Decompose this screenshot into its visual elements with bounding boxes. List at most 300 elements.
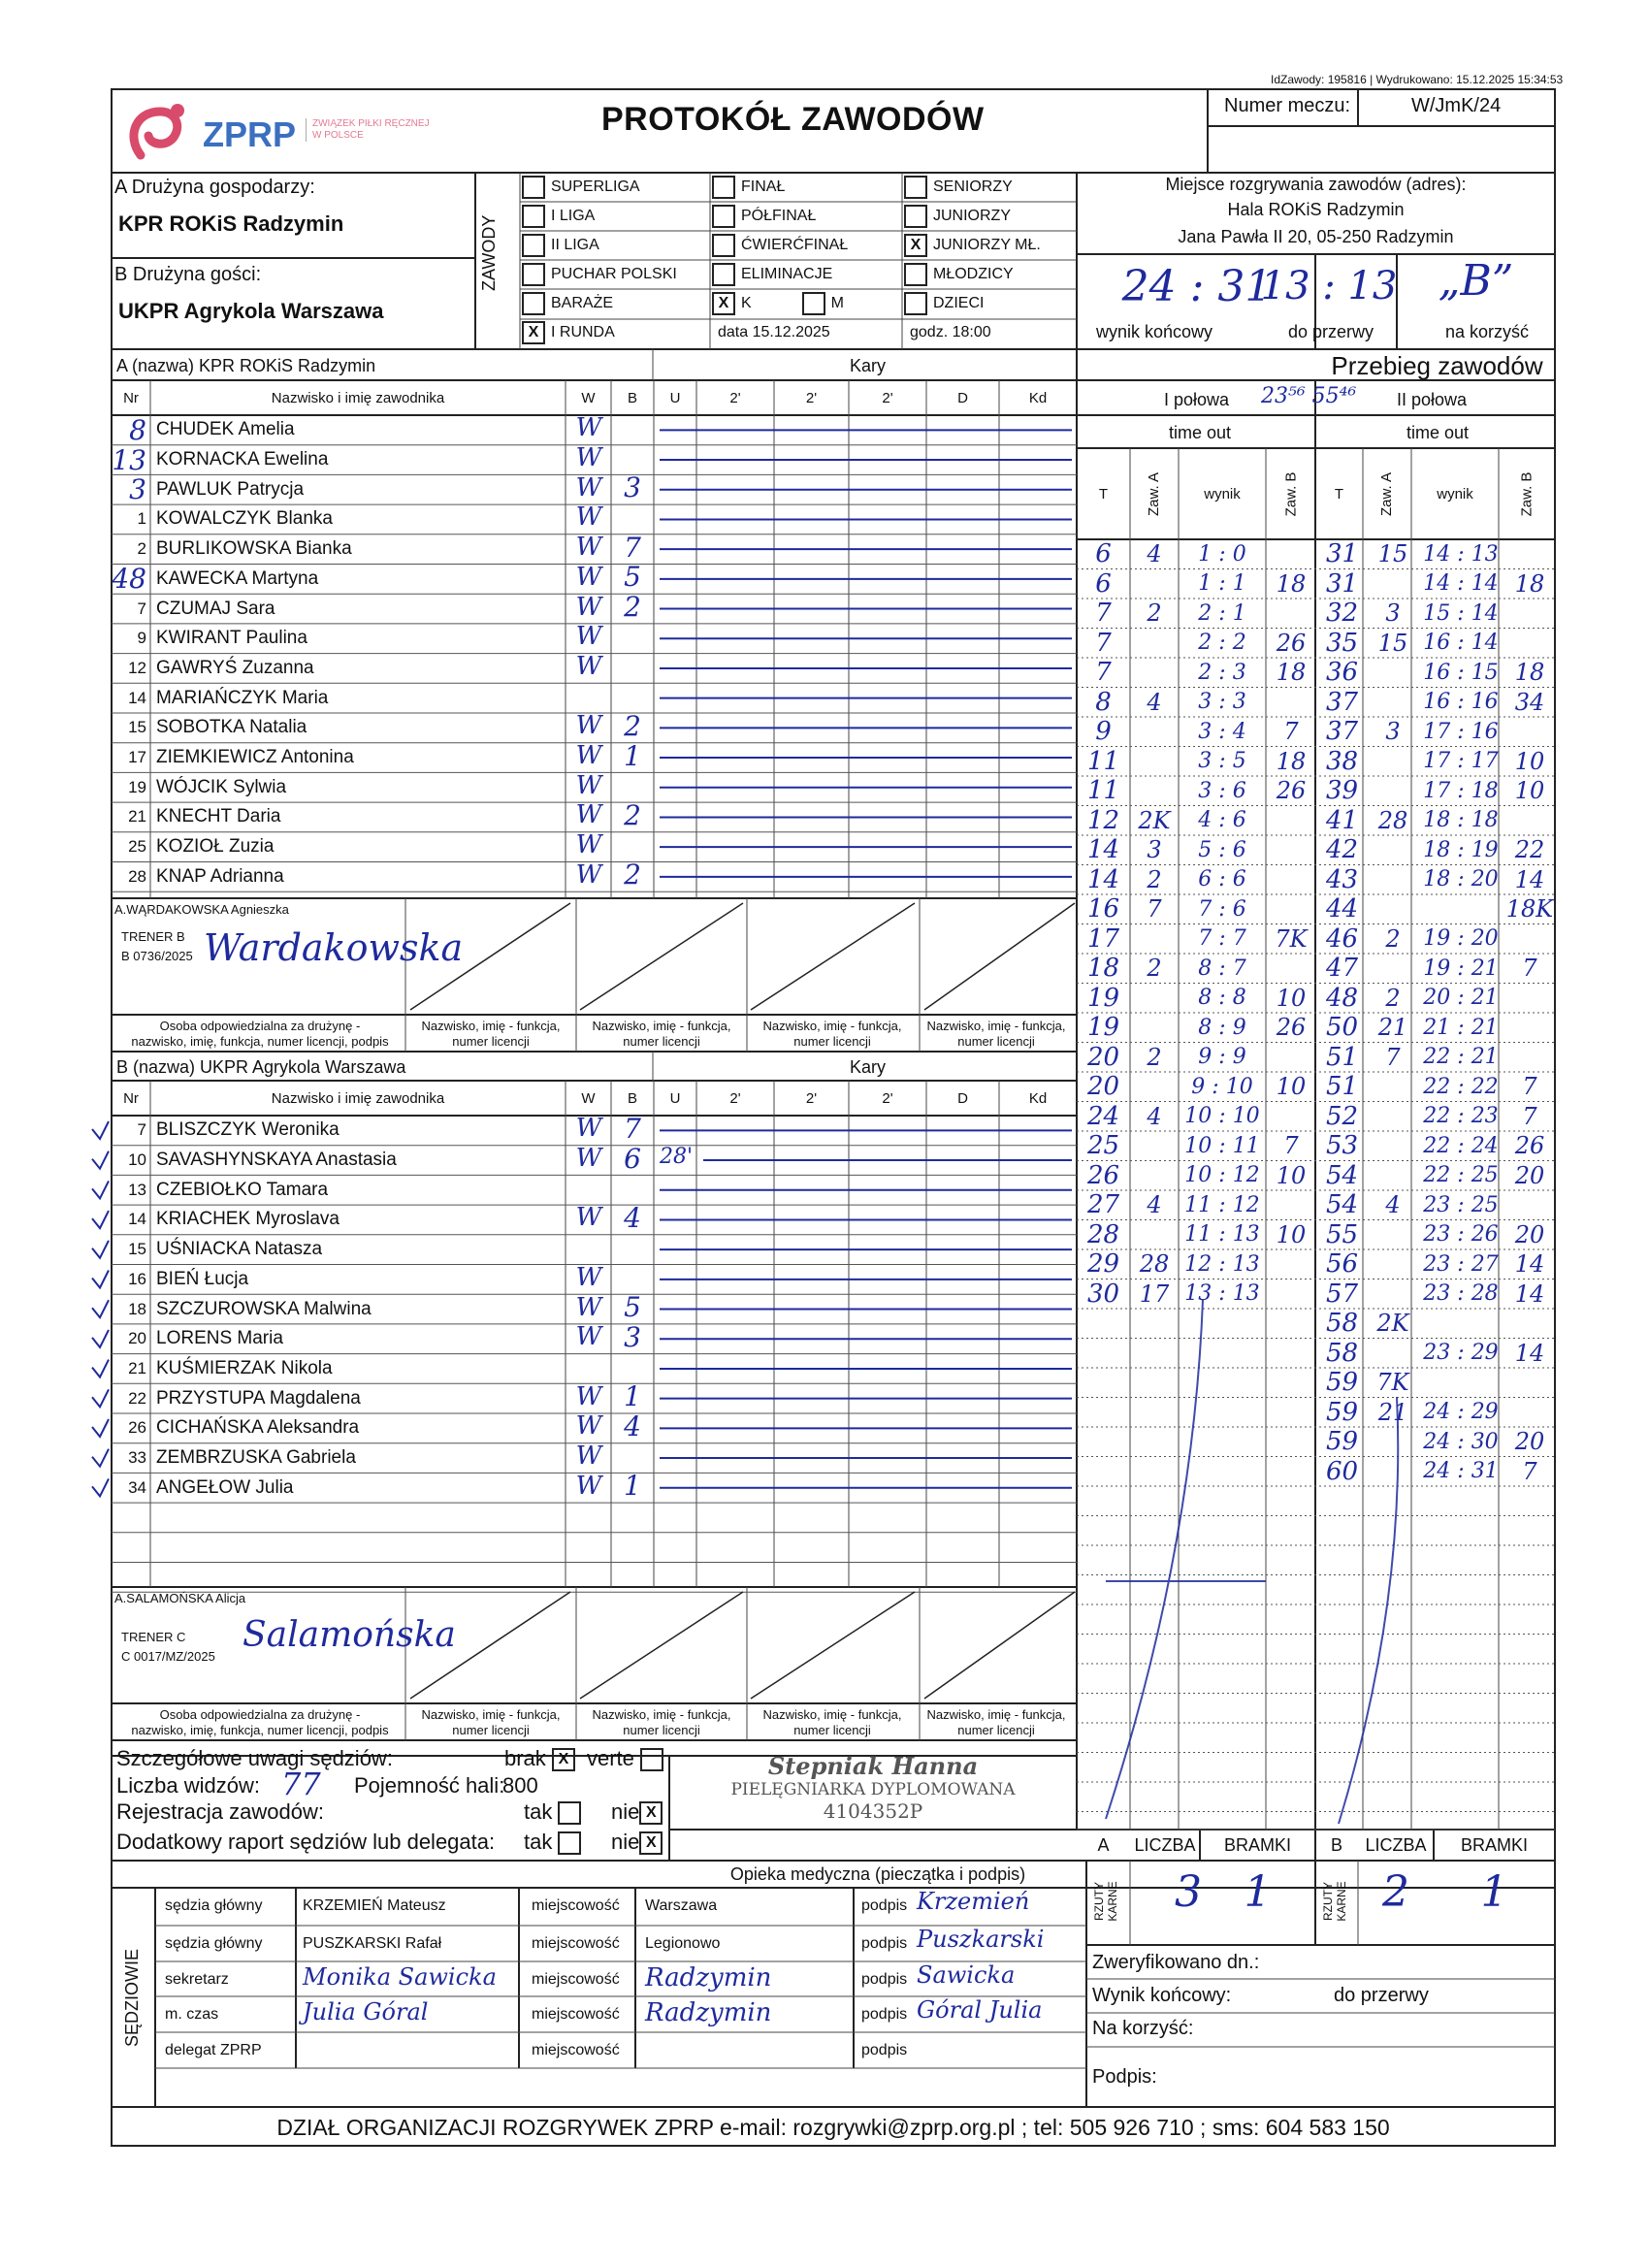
goal-time: 47 (1325, 954, 1359, 984)
first-half-label: I połowa (1164, 390, 1230, 409)
goal-score: 4 : 6 (1198, 808, 1246, 833)
player-row[interactable] (112, 1142, 1077, 1176)
goal-scorer-a (1369, 658, 1417, 688)
column-header: 2' (882, 389, 893, 406)
second-timeout-label: time out (1406, 423, 1470, 442)
goal-scorer-a: 2K (1138, 806, 1171, 834)
player-goals (612, 681, 653, 711)
player-row[interactable] (112, 772, 1077, 802)
progress-column-header (1266, 448, 1315, 539)
official-function-label: Nazwisko, imię - funkcja, (926, 1707, 1066, 1722)
comp2-checkbox[interactable] (712, 205, 735, 228)
player-warning (655, 1112, 697, 1142)
goal-entry (1077, 924, 1315, 955)
player-w: W (575, 1411, 602, 1442)
goal-score: 21 : 21 (1423, 1015, 1499, 1040)
player-row[interactable] (112, 1354, 1077, 1384)
player-goals (612, 1263, 653, 1293)
player-row[interactable] (112, 1112, 1077, 1146)
column-header: D (957, 389, 968, 406)
check-mark (92, 1419, 109, 1437)
progress-column-header (1130, 448, 1179, 539)
player-number: 9 (137, 629, 146, 648)
goal-scorer-b (1266, 1249, 1316, 1280)
official-role: sędzia główny (165, 1897, 263, 1914)
goal-scorer-a (1369, 1339, 1417, 1369)
column-header: W (581, 389, 596, 406)
check-mark (92, 1300, 109, 1317)
goal-scorer-a: 15 (1377, 629, 1408, 657)
goal-scorer-b: 18 (1276, 569, 1307, 598)
comp3-checkbox[interactable] (904, 292, 927, 315)
goal-score: 3 : 3 (1198, 690, 1246, 715)
player-goals (612, 770, 653, 800)
team-b-coach-license: C 0017/MZ/2025 (121, 1649, 215, 1664)
goal-time: 28 (1086, 1219, 1120, 1249)
goal-score: 23 : 25 (1423, 1192, 1499, 1217)
comp2-checkbox[interactable] (712, 263, 735, 286)
goal-time: 6 (1095, 539, 1112, 569)
team-a-kary-label: Kary (850, 356, 887, 375)
goal-scorer-a (1369, 1457, 1417, 1487)
report-tak-checkbox[interactable] (558, 1831, 581, 1855)
official-function-label: Nazwisko, imię - funkcja, (421, 1707, 561, 1722)
player-w: W (575, 1203, 602, 1233)
goal-entry (1315, 1249, 1555, 1280)
player-goals (612, 502, 653, 533)
goal-scorer-a: 4 (1147, 1191, 1162, 1219)
gender-m-checkbox[interactable] (802, 292, 825, 315)
goal-score: 22 : 22 (1423, 1074, 1499, 1099)
goal-time: 54 (1325, 1160, 1359, 1190)
player-warning (655, 1290, 697, 1320)
goal-entry (1077, 1072, 1315, 1102)
player-row[interactable] (112, 504, 1077, 535)
official-function-label2: numer licencji (452, 1723, 530, 1737)
player-w: W (575, 592, 602, 622)
player-row[interactable] (112, 683, 1077, 713)
official-row (155, 1926, 1086, 1960)
print-info: IdZawody: 195816 | Wydrukowano: 15.12.2025 15:34:53 (1271, 73, 1564, 86)
player-row[interactable] (112, 1320, 1077, 1354)
goal-scorer-b (1504, 924, 1555, 955)
official-function-label2: numer licencji (957, 1034, 1035, 1049)
goal-entry (1077, 1043, 1315, 1073)
comp3-checkbox[interactable]: X (904, 234, 927, 257)
goal-time: 52 (1325, 1101, 1359, 1131)
comp3-checkbox[interactable] (904, 263, 927, 286)
goal-scorer-b: 18K (1505, 895, 1554, 923)
goal-scorer-a: 28 (1139, 1250, 1170, 1279)
goal-score: 23 : 28 (1423, 1281, 1499, 1307)
stamp-title: PIELĘGNIARKA DYPLOMOWANA (730, 1780, 1016, 1799)
official-sign-label: podpis (861, 2042, 908, 2058)
player-w: W (575, 622, 602, 652)
comp1-checkbox[interactable] (522, 263, 545, 286)
goal-score: 13 : 13 (1184, 1281, 1260, 1307)
player-number: 28 (128, 866, 146, 886)
goal-entry (1315, 1161, 1555, 1191)
competition-col2 (712, 173, 902, 347)
away-team-name: UKPR Agrykola Warszawa (118, 299, 384, 323)
goal-entry (1077, 1280, 1315, 1310)
player-w: W (575, 502, 602, 533)
official-signature: Krzemień (917, 1888, 1030, 1915)
player-name: KWIRANT Paulina (156, 628, 307, 649)
venue-address: Jana Pawła II 20, 05-250 Radzymin (1178, 227, 1454, 246)
player-row[interactable] (112, 1262, 1077, 1295)
team-a-column-headers (112, 380, 1077, 415)
goal-scorer-a (1369, 865, 1417, 895)
goal-time: 59 (1325, 1368, 1359, 1398)
brak-checkbox[interactable]: X (552, 1748, 575, 1771)
registration-tak-checkbox[interactable] (558, 1801, 581, 1825)
team-b-coach-role: TRENER C (121, 1630, 186, 1644)
goal-scorer-a (1369, 1102, 1417, 1132)
player-w (567, 681, 610, 711)
registration-nie-checkbox[interactable]: X (639, 1801, 663, 1825)
team-a-officials-strikes (405, 898, 1077, 1015)
goal-entry (1077, 865, 1315, 895)
player-goals (612, 443, 653, 473)
player-row[interactable] (112, 709, 1077, 743)
goal-entry (1077, 984, 1315, 1014)
player-row[interactable] (112, 1291, 1077, 1324)
remarks-verte (587, 1746, 663, 1771)
player-goals: 2 (624, 591, 641, 624)
player-name: CHUDEK Amelia (156, 419, 295, 440)
player-warning (655, 1261, 697, 1291)
goal-scorer-b (1504, 984, 1555, 1014)
player-number: 13 (112, 443, 146, 476)
goal-scorer-a (1369, 835, 1417, 865)
goal-score: 8 : 7 (1198, 956, 1246, 981)
check-mark (92, 1151, 109, 1169)
goal-entry (1315, 1102, 1555, 1132)
goal-scorer-a (1130, 776, 1179, 806)
goal-scorer-b: 26 (1514, 1132, 1545, 1160)
comp1-label: I RUNDA (551, 324, 615, 340)
competition-col3 (904, 173, 1077, 347)
comp3-label: JUNIORZY MŁ. (933, 237, 1041, 253)
goal-score: 14 : 13 (1423, 541, 1499, 567)
report-nie (611, 1830, 663, 1855)
goal-entry (1077, 747, 1315, 777)
goal-scorer-a (1130, 924, 1179, 955)
goal-entry (1315, 1398, 1555, 1428)
venue-label: Miejsce rozgrywania zawodów (adres): (1165, 175, 1467, 194)
player-row[interactable] (112, 1409, 1077, 1443)
official-place-label: miejscowość (532, 1935, 620, 1952)
player-w: W (575, 413, 602, 443)
official-function-label2: numer licencji (957, 1723, 1035, 1737)
goal-entry (1077, 1102, 1315, 1132)
goal-entry (1315, 658, 1555, 688)
goal-score: 23 : 27 (1423, 1251, 1499, 1277)
player-number: 22 (128, 1388, 146, 1408)
player-name: KNAP Adrianna (156, 865, 284, 887)
column-header: U (669, 389, 681, 406)
goal-time: 16 (1086, 894, 1120, 924)
goal-scorer-a (1369, 954, 1417, 984)
comp3-option (904, 202, 1077, 231)
goal-time: 31 (1325, 539, 1359, 569)
goal-scorer-a (1369, 569, 1417, 599)
official-row (155, 1888, 1086, 1923)
player-name: SAVASHYNSKAYA Anastasia (156, 1150, 397, 1171)
home-team-name: KPR ROKiS Radzymin (118, 211, 344, 236)
verify-sign-label: Podpis: (1092, 2066, 1157, 2088)
venue-hall: Hala ROKiS Radzymin (1227, 200, 1405, 219)
team-b-officials-strikes (405, 1587, 1077, 1703)
goal-time: 37 (1325, 717, 1359, 747)
goal-score: 10 : 10 (1184, 1104, 1260, 1129)
player-w: W (575, 562, 602, 592)
match-time: godz. 18:00 (910, 324, 991, 340)
player-w: W (575, 533, 602, 563)
column-header: Nr (123, 1089, 139, 1107)
goal-time: 55 (1325, 1219, 1359, 1249)
goal-score: 23 : 29 (1423, 1341, 1499, 1366)
goal-scorer-a: 4 (1385, 1191, 1401, 1219)
player-w: W (575, 1381, 602, 1411)
player-row[interactable] (112, 531, 1077, 565)
goal-entry (1315, 924, 1555, 955)
goal-time: 56 (1325, 1249, 1359, 1280)
player-row[interactable] (112, 561, 1077, 596)
progress-column-header-text: Zaw. B (1518, 471, 1536, 516)
goal-entry (1315, 1131, 1555, 1161)
goal-score: 17 : 16 (1423, 719, 1499, 744)
report-nie-checkbox[interactable]: X (639, 1831, 663, 1855)
player-goals: 2 (624, 859, 641, 891)
goal-entry (1315, 835, 1555, 865)
spectators: 77 (281, 1766, 321, 1802)
goal-scorer-a (1369, 1131, 1417, 1161)
goal-scorer-b: 10 (1276, 984, 1307, 1012)
comp1-checkbox[interactable]: X (522, 321, 545, 344)
goal-score: 11 : 13 (1184, 1222, 1260, 1247)
verified-label: Zweryfikowano dn.: (1092, 1952, 1260, 1973)
player-goals: 4 (624, 1409, 641, 1442)
player-goals (612, 622, 653, 652)
player-row[interactable] (112, 1235, 1077, 1265)
goal-entry (1315, 1339, 1555, 1369)
gender-k-label: K (741, 295, 752, 311)
player-name: UŚNIACKA Natasza (156, 1239, 323, 1260)
official-function-label2: numer licencji (793, 1034, 871, 1049)
player-goals: 6 (624, 1142, 641, 1175)
goal-time: 11 (1086, 746, 1120, 776)
comp2-checkbox[interactable] (712, 234, 735, 257)
goal-time: 14 (1086, 835, 1120, 865)
player-number: 25 (128, 837, 146, 857)
goal-scorer-a (1369, 1280, 1417, 1310)
official-role: sędzia główny (165, 1935, 263, 1952)
goal-scorer-b: 10 (1276, 1161, 1307, 1189)
player-number: 33 (128, 1448, 146, 1468)
page-title: PROTOKÓŁ ZAWODÓW (601, 101, 985, 138)
player-w: W (575, 443, 602, 473)
goal-scorer-a: 2 (1385, 924, 1401, 953)
progress-column-header (1179, 448, 1266, 539)
goal-time: 6 (1095, 568, 1112, 599)
verte-checkbox[interactable] (640, 1748, 663, 1771)
winner-label: na korzyść (1445, 322, 1530, 341)
goal-time: 17 (1086, 923, 1120, 954)
player-warning (655, 1201, 697, 1231)
goal-score: 7 : 6 (1198, 896, 1246, 922)
goal-scorer-b (1266, 688, 1316, 718)
goal-entry (1315, 717, 1555, 747)
goal-score: 17 : 17 (1423, 749, 1499, 774)
goal-time: 51 (1325, 1042, 1359, 1072)
player-row[interactable] (112, 859, 1077, 892)
goal-entry (1315, 1368, 1555, 1398)
player-name: BLISZCZYK Weronika (156, 1119, 340, 1141)
goal-scorer-b (1504, 1309, 1555, 1339)
player-row[interactable] (112, 591, 1077, 624)
pen-b-count: 2 (1382, 1867, 1409, 1917)
player-row[interactable] (112, 739, 1077, 773)
player-number: 2 (137, 539, 146, 559)
goal-score: 9 : 10 (1191, 1074, 1253, 1099)
registration-nie-label: nie (611, 1799, 640, 1824)
goal-scorer-a: 7 (1385, 1043, 1401, 1071)
goal-time: 24 (1086, 1101, 1120, 1131)
comp3-label: DZIECI (933, 295, 985, 311)
player-goals: 2 (624, 798, 641, 831)
player-number: 26 (128, 1418, 146, 1438)
goal-time: 11 (1086, 776, 1120, 806)
player-row[interactable] (112, 832, 1077, 862)
comp2-checkbox[interactable] (712, 176, 735, 199)
competition-vertical-label: ZAWODY (479, 214, 499, 291)
verify-half-label: do przerwy (1334, 1985, 1429, 2006)
player-name: CZEBIOŁKO Tamara (156, 1179, 329, 1200)
goal-time: 51 (1325, 1072, 1359, 1102)
comp3-checkbox[interactable] (904, 176, 927, 199)
player-row[interactable] (112, 471, 1077, 506)
comp3-label: MŁODZICY (933, 266, 1014, 282)
goal-time: 29 (1086, 1249, 1120, 1280)
official-function-label: Nazwisko, imię - funkcja, (762, 1707, 902, 1722)
comp1-option (522, 318, 710, 347)
player-goals (612, 1173, 653, 1203)
team-a-responsible-label: Osoba odpowiedzialna za drużynę - (159, 1019, 361, 1033)
player-row[interactable] (112, 1201, 1077, 1235)
goal-scorer-b: 7 (1283, 718, 1299, 746)
goal-time: 35 (1325, 628, 1359, 658)
goal-entry (1077, 894, 1315, 924)
official-row (155, 1961, 1086, 1996)
report-tak (524, 1830, 581, 1855)
official-place-label: miejscowość (532, 1897, 620, 1914)
check-mark (92, 1121, 109, 1139)
player-row[interactable] (112, 1380, 1077, 1413)
comp1-label: BARAŻE (551, 295, 614, 311)
goal-time: 37 (1325, 687, 1359, 717)
official-name: KRZEMIEŃ Mateusz (303, 1897, 446, 1914)
comp1-label: SUPERLIGA (551, 178, 640, 195)
player-number: 34 (128, 1477, 146, 1497)
official-name: Monika Sawicka (303, 1963, 497, 1991)
player-row[interactable] (112, 798, 1077, 832)
goal-scorer-b (1504, 806, 1555, 836)
goal-scorer-b: 14 (1514, 1280, 1545, 1308)
player-name: PAWLUK Patrycja (156, 478, 305, 500)
player-row[interactable] (112, 624, 1077, 654)
player-row[interactable] (112, 1470, 1077, 1503)
goal-scorer-b (1266, 1280, 1316, 1310)
player-row[interactable] (112, 1175, 1077, 1205)
goal-time: 20 (1086, 1072, 1120, 1102)
official-sign-label: podpis (861, 1897, 908, 1914)
goal-entry (1077, 806, 1315, 836)
goal-entry (1315, 1220, 1555, 1250)
player-warning (655, 1320, 697, 1350)
goal-scorer-b: 22 (1514, 836, 1545, 864)
player-number: 48 (112, 563, 146, 596)
goal-time: 19 (1086, 983, 1120, 1013)
comp1-label: I LIGA (551, 208, 596, 224)
goal-score: 6 : 6 (1198, 867, 1246, 892)
goal-score: 10 : 12 (1184, 1163, 1260, 1188)
goal-scorer-a: 21 (1377, 1398, 1408, 1426)
official-function-label2: numer licencji (623, 1723, 700, 1737)
gender-k-checkbox[interactable]: X (712, 292, 735, 315)
comp1-checkbox[interactable] (522, 176, 545, 199)
stamp-number: 4104352P (823, 1799, 923, 1823)
goal-scorer-b: 20 (1514, 1428, 1545, 1456)
player-row[interactable] (112, 651, 1077, 684)
goal-entry (1077, 1249, 1315, 1280)
comp3-checkbox[interactable] (904, 205, 927, 228)
player-w: W (575, 770, 602, 800)
goal-scorer-a: 21 (1377, 1014, 1408, 1042)
player-w: W (575, 1262, 602, 1292)
comp1-checkbox[interactable] (522, 234, 545, 257)
goal-score: 2 : 3 (1198, 660, 1246, 685)
goal-scorer-b: 10 (1514, 777, 1545, 805)
goal-scorer-b: 18 (1276, 747, 1307, 775)
comp1-checkbox[interactable] (522, 292, 545, 315)
pen-b-rzuty-label: RZUTY KARNE (1321, 1881, 1348, 1922)
medical-label: Opieka medyczna (pieczątka i podpis) (729, 1864, 1026, 1884)
player-row[interactable] (112, 415, 1077, 445)
goal-time: 59 (1325, 1397, 1359, 1427)
official-name: Julia Góral (303, 1998, 429, 2025)
player-row[interactable] (112, 1443, 1077, 1474)
goal-time: 53 (1325, 1131, 1359, 1161)
player-row[interactable] (112, 445, 1077, 475)
official-function-label: Nazwisko, imię - funkcja, (592, 1707, 731, 1722)
progress-column-header-text: wynik (1437, 485, 1473, 502)
report-label: Dodatkowy raport sędziów lub delegata: (116, 1830, 496, 1854)
pen-a-rzuty-label: RZUTY KARNE (1092, 1881, 1119, 1922)
goal-score: 2 : 1 (1198, 600, 1246, 626)
progress-column-header (1411, 448, 1499, 539)
player-name: KORNACKA Ewelina (156, 449, 329, 470)
player-goals: 4 (624, 1201, 641, 1234)
goal-score: 22 : 21 (1423, 1045, 1499, 1070)
goal-score: 18 : 18 (1423, 808, 1499, 833)
goal-score: 22 : 25 (1423, 1163, 1499, 1188)
goal-scorer-b: 7 (1283, 1132, 1299, 1160)
comp1-checkbox[interactable] (522, 205, 545, 228)
goal-scorer-b: 7 (1522, 955, 1537, 983)
goal-score: 3 : 6 (1198, 778, 1246, 803)
